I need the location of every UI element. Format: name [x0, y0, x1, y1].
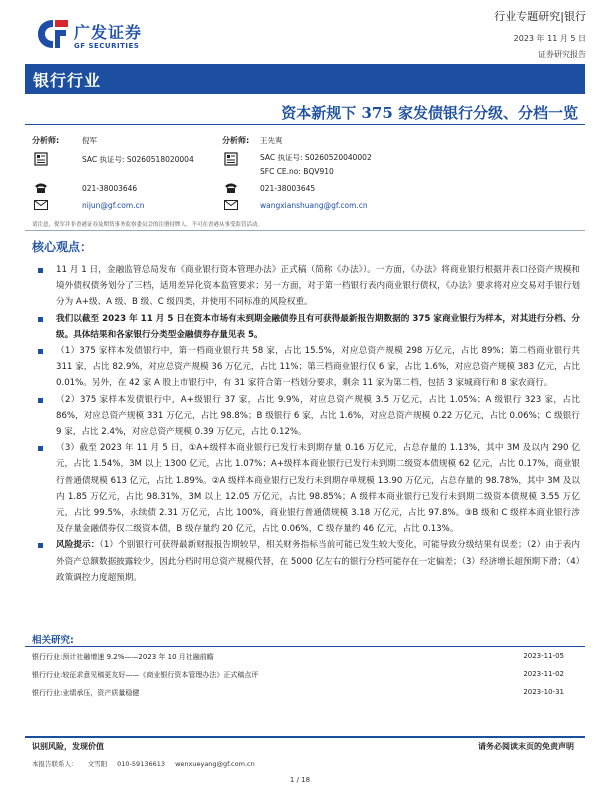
- core-heading: 核心观点：: [32, 240, 93, 254]
- core-paragraph: 我们以截至 2023 年 11 月 5 日在资本市场有未到期金融债券且有可获得最新报告期数据的 375 家商业银行为样本，对其进行分档、分级。具体结果和各家银行分类型金融债券存量见表 5。: [30, 311, 580, 343]
- contact-name: 文雪阳: [87, 760, 108, 768]
- core-paragraph: （3）截至 2023 年 11 月 5 日，①A+级样本商业银行已发行未到期存量 0.16 万亿元，占总存量的 1.13%，其中 3M 及以内 290 亿元，占比 1.54%，3M 以上 1300 亿元，占比 1.07%；A+级样本商业银行已发行未到期二级资本债规模 62 亿元，占比 0.17%，商业银行普通债规模 613 亿元，占比 1.89%。②A 级样本商业银行已发行未到期存单规模 13.90 万亿元，占总存量的 98.78%，其中 3M 及以内 1.85 万亿元，占比 98.31%，3M 以上 12.05 万亿元，占比 98.85%；A 级样本商业银行已发行未到期二级资本债规模 3.55 万亿元，占比 99.5%，永续债 2.31 万亿元，占比 100%，商业银行普通债规模 3.18 万亿元，占比 97.8%。③B 级和 C 级样本商业银行涉及存量金融债券仅二级资本债，B 级存量约 20 亿元，占比 0.06%，C 级存量约 46 亿元，占比 0.13%。: [30, 440, 580, 537]
- bullet-icon: [38, 349, 43, 354]
- industry-banner: [25, 64, 585, 94]
- phone-icon: [34, 182, 48, 194]
- report-date: 2023 年 11 月 5 日: [513, 34, 586, 43]
- analyst-sac: SAC 执证号: S0260518020004: [82, 155, 194, 164]
- analyst-email[interactable]: nijun@gf.com.cn: [82, 201, 145, 210]
- certificate-icon: [34, 152, 48, 166]
- analyst-card-2: [222, 132, 522, 217]
- analyst-label: 分析师:: [32, 136, 60, 145]
- core-body: [30, 262, 580, 586]
- related-item[interactable]: [32, 652, 564, 662]
- analyst-label: 分析师:: [222, 136, 250, 145]
- risk-paragraph: [30, 537, 580, 586]
- analyst-phone: 021-38003646: [82, 184, 138, 193]
- analyst-sfc: SFC CE.no: BQV910: [260, 167, 334, 176]
- related-title[interactable]: 银行行业:较征求意见稿更友好——《商业银行资本管理办法》正式稿点评: [32, 671, 259, 679]
- title-divider: [25, 124, 585, 125]
- report-type: 行业专题研究|银行: [494, 10, 586, 23]
- related-date: 2023-10-31: [523, 688, 564, 696]
- industry-label: 银行行业: [33, 71, 102, 90]
- company-logo: [36, 18, 186, 54]
- related-date: 2023-11-05: [523, 652, 564, 660]
- email-icon: [34, 200, 48, 210]
- related-item[interactable]: [32, 670, 564, 680]
- certificate-icon: [224, 152, 238, 166]
- core-paragraph: （2）375 家样本发债银行中，A+级银行 37 家，占比 9.9%，对应总资产规模 3.5 万亿元，占比 1.05%；A 级银行 323 家，占比 86%，对应总资产规模 331 万亿元，占比 98.8%；B 级银行 6 家，占比 1.6%，对应总资产规模 0.22 万亿元，占比 0.06%；C 级银行 9 家，占比 2.4%，对应总资产规模 0.39 万亿元，占比 0.12%。: [30, 392, 580, 441]
- disclaimer: 请注意，倪军并非香港证券及期货事务监察委员会的注册持牌人，不可在香港从事受监管活动。: [32, 222, 264, 228]
- footer-slogan: 识别风险，发现价值: [32, 742, 104, 751]
- logo-en-text: GF SECURITIES: [74, 42, 140, 50]
- analyst-sac: SAC 执证号: S0260520040002: [260, 153, 372, 162]
- footer-divider: [25, 736, 585, 738]
- bullet-icon: [38, 446, 43, 451]
- report-meta: [494, 8, 586, 60]
- analyst-email[interactable]: wangxianshuang@gf.com.cn: [260, 201, 368, 210]
- bullet-icon: [38, 317, 43, 322]
- risk-label: 风险提示：: [56, 540, 100, 551]
- page-number: 1 / 18: [289, 776, 311, 784]
- contact-label: 本报告联系人：: [32, 760, 78, 768]
- analyst-name: 倪军: [82, 136, 97, 145]
- related-divider: [25, 646, 585, 647]
- report-title: 资本新规下 375 家发债银行分级、分档一览: [281, 104, 578, 122]
- footer-disclaimer-note: 请务必阅读末页的免责声明: [478, 742, 574, 751]
- core-paragraph: 11 月 1 日，金融监管总局发布《商业银行资本管理办法》正式稿（简称《办法》）。一方面，《办法》将商业银行根据并表口径资产规模和境外债权债务划分了三档，适用差异化资本监管要求；另一方面，对于第一档银行表内商业银行债权，《办法》要求将对应交易对手银行划分为 A+级、A 级、B 级、C 级四类，并使用不同标准的风险权重。: [30, 262, 580, 311]
- related-title[interactable]: 银行行业:预计社融增速 9.2%——2023 年 10 月社融前瞻: [32, 653, 214, 661]
- bullet-icon: [38, 398, 43, 403]
- core-paragraph: （1）375 家样本发债银行中，第一档商业银行共 58 家，占比 15.5%，对应总资产规模 298 万亿元，占比 89%；第二档商业银行共 311 家，占比 82.9%，对应总资产规模 36 万亿元，占比 11%；第三档商业银行仅 6 家，占比 1.6%，对应总资产规模 383 亿元，占比 0.01%。另外，在 42 家 A 股上市银行中，有 31 家符合第一档划分要求，剩余 11 家为第二档，包括 3 家城商行和 8 家农商行。: [30, 343, 580, 392]
- phone-icon: [224, 182, 238, 194]
- email-icon: [224, 200, 238, 210]
- related-item[interactable]: [32, 688, 564, 698]
- contact-line: [32, 759, 263, 768]
- report-kind: 证券研究报告: [538, 50, 586, 59]
- analyst-divider: [25, 230, 585, 231]
- related-heading: 相关研究:: [32, 635, 74, 646]
- gf-logo-icon: [36, 18, 70, 50]
- related-date: 2023-11-02: [523, 670, 564, 678]
- analyst-phone: 021-38003645: [260, 184, 316, 193]
- logo-cn-text: 广发证券: [74, 23, 143, 42]
- related-title[interactable]: 银行行业:业绩承压，资产质量稳健: [32, 689, 140, 697]
- bullet-icon: [38, 543, 43, 548]
- bullet-icon: [38, 268, 43, 273]
- analyst-name: 王先爽: [260, 136, 283, 145]
- risk-text: （1）个别银行可获得最新财报报告期较早，相关财务指标当前可能已发生较大变化，可能导致分级结果有误差；（2）由于表内外资产总额数据披露较少，因此分档时用总资产规模代替，在 5000 亿左右的银行分档可能存在一定偏差；（3）经济增长超预期下滑；（4）政策调控力度超预期。: [56, 540, 580, 583]
- contact-email[interactable]: wenxueyang@gf.com.cn: [175, 760, 255, 768]
- contact-phone: 010-59136613: [117, 760, 165, 768]
